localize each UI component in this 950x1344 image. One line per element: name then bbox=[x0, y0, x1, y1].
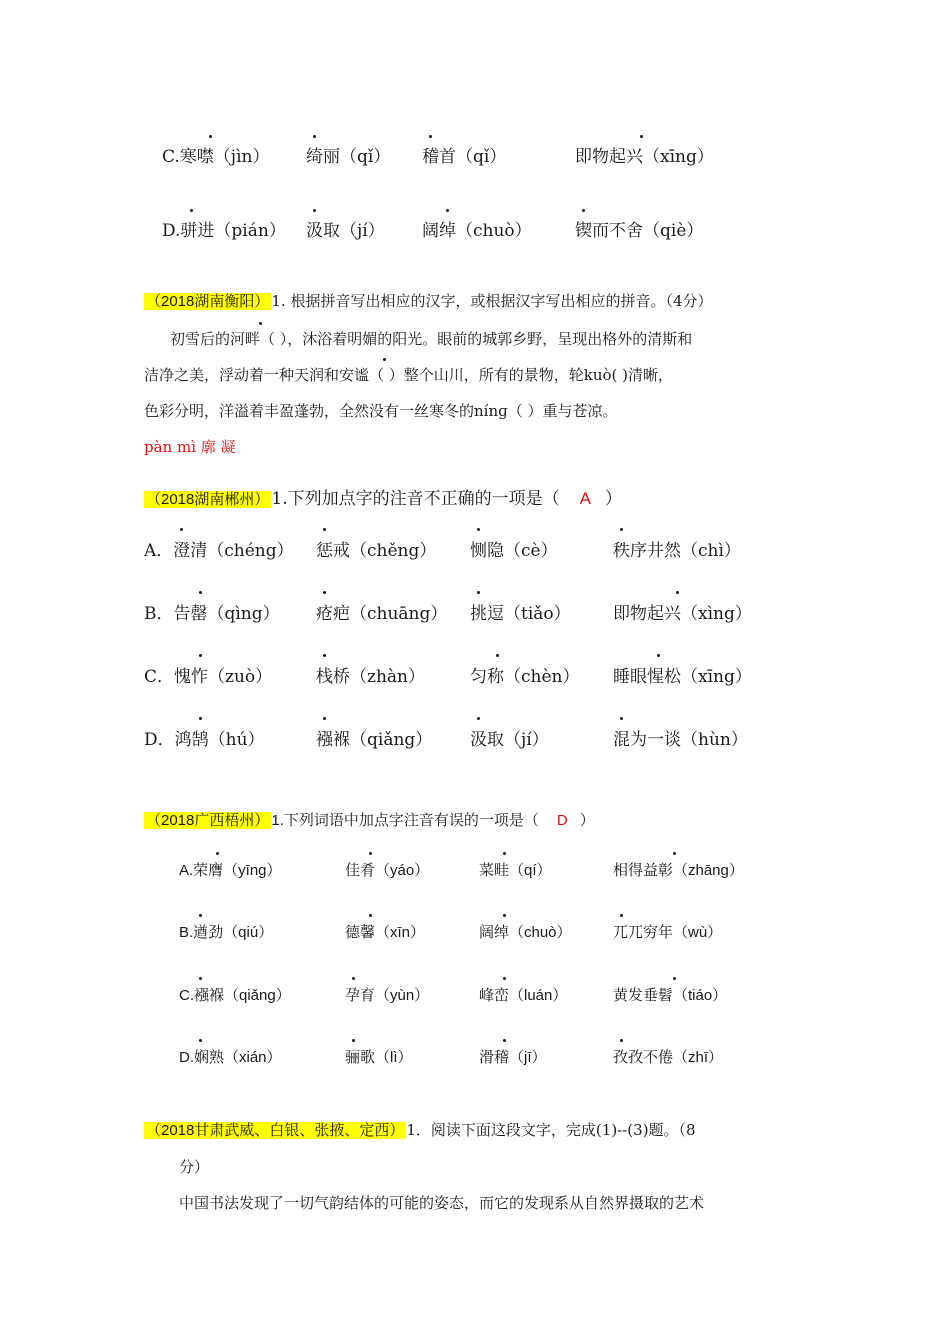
q0-option-c-1: C.寒噤（jìn） bbox=[162, 147, 270, 167]
emphasis-dot bbox=[620, 717, 623, 720]
q2-option-c-1: C．愧怍（zuò） bbox=[144, 667, 273, 687]
q2-option-b-4: 即物起兴（xìng） bbox=[613, 604, 752, 624]
q0-option-d-2: 汲取（jí） bbox=[306, 221, 385, 241]
q2-option-b-1: B．告罄（qìng） bbox=[144, 604, 280, 624]
emphasis-dot bbox=[429, 135, 432, 138]
emphasis-dot bbox=[503, 852, 506, 855]
q4-source: （2018甘肃武威、白银、张掖、定西） bbox=[146, 1122, 405, 1139]
emphasis-dot bbox=[352, 1039, 355, 1042]
emphasis-dot bbox=[369, 852, 372, 855]
q3-answer: D bbox=[556, 812, 568, 829]
emphasis-dot bbox=[620, 1039, 623, 1042]
q1-answer: pàn mì 廓 凝 bbox=[144, 438, 236, 456]
q2-option-c-4: 睡眼惺松（xīng） bbox=[613, 667, 752, 687]
q1-passage-line-1: 初雪后的河畔（ ），沐浴着明媚的阳光。眼前的城郭乡野，呈现出格外的清斯和 bbox=[170, 330, 693, 348]
q3-question: 1.下列词语中加点字注音有误的一项是（ bbox=[271, 812, 539, 829]
emphasis-dot bbox=[496, 654, 499, 657]
q2-option-a-3: 恻隐（cè） bbox=[470, 541, 558, 561]
q3-option-c-4: 黄发垂髫（tiáo） bbox=[613, 987, 728, 1004]
emphasis-dot bbox=[477, 717, 480, 720]
q2-answer: A bbox=[579, 489, 591, 508]
emphasis-dot bbox=[323, 654, 326, 657]
q3-option-a-2: 佳肴（yáo） bbox=[345, 862, 430, 879]
emphasis-dot bbox=[446, 209, 449, 212]
q2-close: ） bbox=[604, 489, 622, 509]
emphasis-dot bbox=[477, 591, 480, 594]
emphasis-dot bbox=[323, 717, 326, 720]
emphasis-dot bbox=[190, 209, 193, 212]
q3-heading bbox=[144, 809, 595, 830]
q2-option-c-2: 栈桥（zhàn） bbox=[316, 667, 425, 687]
q3-option-d-3: 滑稽（jī） bbox=[479, 1049, 547, 1066]
emphasis-dot bbox=[180, 528, 183, 531]
q2-option-b-3: 挑逗（tiǎo） bbox=[470, 604, 571, 624]
q4-passage: 中国书法发现了一切气韵结体的可能的姿态，而它的发现系从自然界摄取的艺术 bbox=[179, 1194, 705, 1212]
emphasis-dot bbox=[323, 591, 326, 594]
q0-option-d-4: 锲而不舍（qiè） bbox=[575, 221, 704, 241]
emphasis-dot bbox=[503, 914, 506, 917]
q4-question-cont: 分） bbox=[179, 1158, 210, 1176]
q3-source: （2018广西梧州） bbox=[146, 812, 270, 829]
q1-heading bbox=[144, 290, 713, 311]
q1-passage-line-2: 洁净之美，浮动着一种天润和安谧（ ）整个山川，所有的景物，轮kuò( )清晰， bbox=[144, 366, 674, 384]
q1-passage-line-3: 色彩分明，洋溢着丰盈蓬勃，全然没有一丝寒冬的nínɡ（ ）重与苍凉。 bbox=[144, 402, 618, 420]
q3-option-c-3: 峰峦（luán） bbox=[479, 987, 568, 1004]
emphasis-dot bbox=[383, 358, 386, 361]
q3-option-d-2: 骊歌（lì） bbox=[345, 1049, 413, 1066]
q0-option-c-3: 稽首（qǐ） bbox=[422, 147, 507, 167]
q2-option-d-1: D．鸿鹄（hú） bbox=[144, 730, 265, 750]
emphasis-dot bbox=[620, 528, 623, 531]
emphasis-dot bbox=[673, 977, 676, 980]
q2-option-d-4: 混为一谈（hùn） bbox=[613, 730, 748, 750]
q2-option-d-2: 襁褓（qiǎng） bbox=[316, 730, 433, 750]
emphasis-dot bbox=[676, 591, 679, 594]
emphasis-dot bbox=[673, 852, 676, 855]
q2-question: 1.下列加点字的注音不正确的一项是（ bbox=[271, 489, 560, 509]
q0-option-d-3: 阔绰（chuò） bbox=[422, 221, 532, 241]
q3-option-b-4: 兀兀穷年（wù） bbox=[613, 924, 723, 941]
emphasis-dot bbox=[199, 914, 202, 917]
q2-option-a-4: 秩序井然（chì） bbox=[613, 541, 741, 561]
q2-option-c-3: 匀称（chèn） bbox=[470, 667, 580, 687]
emphasis-dot bbox=[313, 135, 316, 138]
q3-option-b-2: 德馨（xīn） bbox=[345, 924, 426, 941]
emphasis-dot bbox=[313, 209, 316, 212]
emphasis-dot bbox=[199, 977, 202, 980]
emphasis-dot bbox=[477, 528, 480, 531]
emphasis-dot bbox=[199, 654, 202, 657]
q2-source: （2018湖南郴州） bbox=[146, 491, 270, 508]
q3-option-d-1: D.娴熟（xián） bbox=[179, 1049, 282, 1066]
q3-option-b-1: B.遒劲（qiú） bbox=[179, 924, 274, 941]
q3-option-c-2: 孕育（yùn） bbox=[345, 987, 430, 1004]
q0-option-c-4: 即物起兴（xīng） bbox=[575, 147, 714, 167]
emphasis-dot bbox=[369, 914, 372, 917]
q4-question: 1．阅读下面这段文字，完成(1)--(3)题。（8 bbox=[406, 1121, 696, 1139]
q0-option-c-2: 绮丽（qǐ） bbox=[306, 147, 391, 167]
emphasis-dot bbox=[209, 135, 212, 138]
q0-option-d-1: D.骈进（pián） bbox=[162, 221, 286, 241]
emphasis-dot bbox=[259, 322, 262, 325]
q4-heading bbox=[144, 1119, 696, 1140]
q3-option-a-3: 菜畦（qí） bbox=[479, 862, 552, 879]
q3-option-a-4: 相得益彰（zhāng） bbox=[613, 862, 744, 879]
emphasis-dot bbox=[199, 591, 202, 594]
emphasis-dot bbox=[199, 717, 202, 720]
q3-option-c-1: C.襁褓（qiǎng） bbox=[179, 987, 291, 1004]
emphasis-dot bbox=[657, 654, 660, 657]
emphasis-dot bbox=[323, 528, 326, 531]
q2-option-a-1: A．澄清（chéng） bbox=[144, 541, 294, 561]
emphasis-dot bbox=[199, 1039, 202, 1042]
q3-close: ） bbox=[579, 812, 595, 829]
emphasis-dot bbox=[216, 852, 219, 855]
q2-option-a-2: 惩戒（chěng） bbox=[316, 541, 437, 561]
emphasis-dot bbox=[640, 135, 643, 138]
q3-option-b-3: 阔绰（chuò） bbox=[479, 924, 572, 941]
emphasis-dot bbox=[582, 209, 585, 212]
emphasis-dot bbox=[503, 1039, 506, 1042]
q2-heading bbox=[144, 484, 622, 509]
emphasis-dot bbox=[352, 977, 355, 980]
q2-option-b-2: 疮疤（chuāng） bbox=[316, 604, 448, 624]
emphasis-dot bbox=[503, 977, 506, 980]
emphasis-dot bbox=[620, 914, 623, 917]
q3-option-d-4: 孜孜不倦（zhī） bbox=[613, 1049, 724, 1066]
q1-question: 1. 根据拼音写出相应的汉字，或根据汉字写出相应的拼音。（4分） bbox=[271, 292, 713, 310]
q2-option-d-3: 汲取（jí） bbox=[470, 730, 549, 750]
q3-option-a-1: A.荣膺（yīng） bbox=[179, 862, 282, 879]
q1-source: （2018湖南衡阳） bbox=[146, 293, 270, 310]
